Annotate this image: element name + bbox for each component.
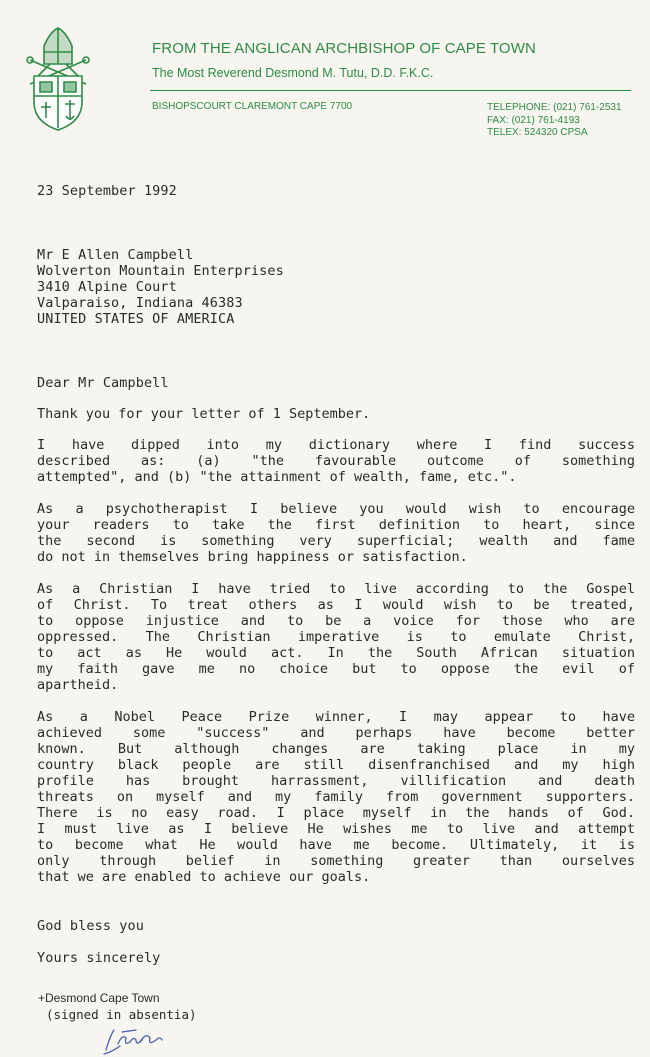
paragraph-line: As a Nobel Peace Prize winner, I may appear to have	[37, 709, 635, 725]
recipient-line: UNITED STATES OF AMERICA	[37, 311, 235, 327]
recipient-line: Mr E Allen Campbell	[37, 247, 194, 263]
body-paragraph	[37, 437, 635, 485]
paragraph-line: Thank you for your letter of 1 September.	[37, 406, 371, 422]
paragraph-line: As a Christian I have tried to live according to the Gospel	[37, 581, 635, 597]
paragraph-line: achieved some "success" and perhaps have become better	[37, 725, 635, 741]
paragraph-line: your readers to take the first definition to heart, since	[37, 517, 635, 533]
paragraph-line: threats on myself and my family from government supporters.	[37, 789, 635, 805]
salutation: Dear Mr Campbell	[37, 375, 169, 391]
body-paragraph	[37, 501, 635, 565]
paragraph-line: only through belief in something greater than ourselves	[37, 853, 635, 869]
paragraph-line: attempted", and (b) "the attainment of wealth, fame, etc.".	[37, 469, 517, 485]
paragraph-line: do not in themselves bring happiness or satisfaction.	[37, 549, 468, 565]
fax-number: FAX: (021) 761-4193	[487, 114, 580, 126]
paragraph-line: of Christ. To treat others as I would wish to be treated,	[37, 597, 635, 613]
body-paragraph	[37, 406, 635, 422]
paragraph-line: the second is something very superficial; wealth and fame	[37, 533, 635, 549]
paragraph-line: to become what He would have me become. Ultimately, it is	[37, 837, 635, 853]
letter-date: 23 September 1992	[37, 183, 177, 199]
letterhead-title: FROM THE ANGLICAN ARCHBISHOP OF CAPE TOWN	[152, 40, 536, 57]
paragraph-line: apartheid.	[37, 677, 119, 693]
paragraph-line: known. But although changes are taking place in my	[37, 741, 635, 757]
paragraph-line: country black people are still disenfranchised and my high	[37, 757, 635, 773]
letterhead-address: BISHOPSCOURT CLAREMONT CAPE 7700	[152, 101, 353, 112]
paragraph-line: to act as He would act. In the South African situation	[37, 645, 635, 661]
paragraph-line: I have dipped into my dictionary where I find success	[37, 437, 635, 453]
body-paragraph	[37, 709, 635, 885]
handwritten-signature-icon	[100, 1024, 170, 1056]
paragraph-line: I must live as I believe He wishes me to live and attempt	[37, 821, 635, 837]
letterhead-subtitle: The Most Reverend Desmond M. Tutu, D.D. F.K.C.	[152, 66, 434, 80]
paragraph-line: profile has brought harrassment, villification and death	[37, 773, 635, 789]
signatory-name: +Desmond Cape Town	[38, 991, 160, 1005]
recipient-line: 3410 Alpine Court	[37, 279, 177, 295]
letterhead-divider	[150, 90, 631, 91]
paragraph-line: described as: (a) "the favourable outcome of something	[37, 453, 635, 469]
paragraph-line: oppressed. The Christian imperative is to emulate Christ,	[37, 629, 635, 645]
recipient-line: Wolverton Mountain Enterprises	[37, 263, 284, 279]
paragraph-line: that we are enabled to achieve our goals.	[37, 869, 371, 885]
diocesan-crest-icon	[22, 24, 94, 132]
paragraph-line: As a psychotherapist I believe you would wish to encourage	[37, 501, 635, 517]
telephone-number: TELEPHONE: (021) 761-2531	[487, 102, 622, 113]
letterhead-contact	[487, 102, 622, 140]
closing: Yours sincerely	[37, 950, 161, 966]
body-paragraph	[37, 581, 635, 693]
recipient-line: Valparaiso, Indiana 46383	[37, 295, 243, 311]
telex-number: TELEX: 524320 CPSA	[487, 127, 588, 138]
signed-note: (signed in absentia)	[46, 1007, 197, 1022]
closing-blessing: God bless you	[37, 918, 144, 934]
paragraph-line: There is no easy road. I place myself in the hands of God.	[37, 805, 635, 821]
paragraph-line: to oppose injustice and to be a voice for those who are	[37, 613, 635, 629]
paragraph-line: my faith gave me no choice but to oppose the evil of	[37, 661, 635, 677]
